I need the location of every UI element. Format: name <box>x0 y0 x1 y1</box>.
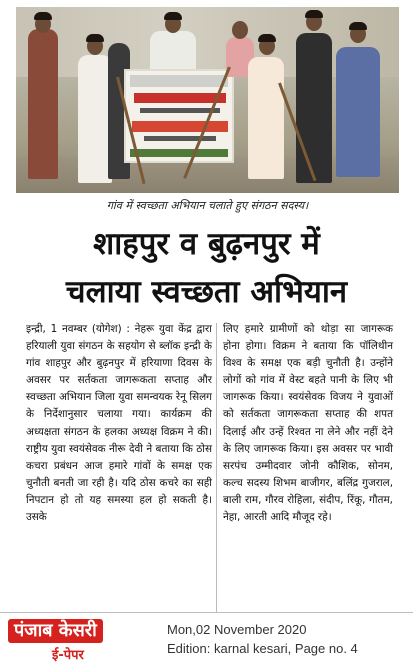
article-column-right: लिए हमारे ग्रामीणों को थोड़ा सा जागरूक होना होगा। विक्रम ने बताया कि पॉलिथीन विश्व के समक्ष एक बड़ी चुनौती है। उन्होंने लोगों को गांव में वेस्ट बहते पानी के लिए भी जागरूक किया। स्वयंसेवक विजय ने युवाओं को सर्तकता जागरूकता सप्ताह की शपत दिलाई और उन्हें रिश्वत ना लेने और नहीं देने के लिए जागरूक किया। इस अवसर पर भावी सरपंच उम्मीदवार जोनी कौशिक, सोनम, कल्च सदस्य शिभम बाजीगर, बलिंद्र गुजराल, बाली राम, गौरव रोहिला, संदीप, रिंकू, गौतम, नेहा, आरती आदि मौजूद रहे। <box>223 323 393 524</box>
person-hair <box>86 34 104 42</box>
person-figure <box>336 47 380 177</box>
edition-info: Edition: karnal kesari, Page no. 4 <box>167 641 358 656</box>
epaper-footer <box>0 612 413 666</box>
person-hair <box>34 12 52 20</box>
logo-sub-text: ई-पेपर <box>52 648 84 663</box>
headline-line-1: शाहपुर व बुढ़नपुर में <box>93 226 320 262</box>
person-hair <box>305 10 323 18</box>
edition-date: Mon,02 November 2020 <box>167 622 307 637</box>
person-head <box>232 21 248 39</box>
logo-brand-text: पंजाब केसरी <box>8 619 103 643</box>
article-column-left: इन्द्री, 1 नवम्बर (योगेश) : नेहरू युवा केंद्र द्वारा हरियाली युवा संगठन के सहयोग से ब्लॉक इन्द्री के गांव शाहपुर और बुढ़नपुर में हरियाणा दिवस के अवसर पर सर्तकता जागरूकता सप्ताह और स्वच्छता अभियान जिला युवा समन्वयक रेनू सिलग के निर्देशानुसार चलाया गया। कार्यक्रम की अध्यक्षता संगठन के हलका अध्यक्ष विक्रम ने की। राष्ट्रीय युवा स्वयंसेवक नीरू देवी ने बताया कि ठोस कचरा प्रबंधन आज हमारे गांवों के समक्ष एक चुनौती बनती जा रही है। यदि ठोस कचरे का सही निपटान हो तो यह समस्या हल हो सकती है। उसके <box>26 323 212 524</box>
headline-line-2: चलाया स्वच्छता अभियान <box>65 274 348 310</box>
person-figure <box>248 57 284 179</box>
person-figure <box>296 33 332 183</box>
campaign-banner <box>124 69 234 163</box>
person-hair <box>258 34 276 42</box>
publication-logo[interactable] <box>8 619 148 661</box>
column-divider <box>216 323 217 613</box>
person-hair <box>349 22 367 30</box>
person-figure <box>28 29 58 179</box>
person-hair <box>164 12 182 20</box>
news-photo <box>16 7 399 193</box>
photo-caption: गांव में स्वच्छता अभियान चलाते हुए संगठन सदस्य। <box>106 199 309 212</box>
person-figure <box>78 55 112 183</box>
